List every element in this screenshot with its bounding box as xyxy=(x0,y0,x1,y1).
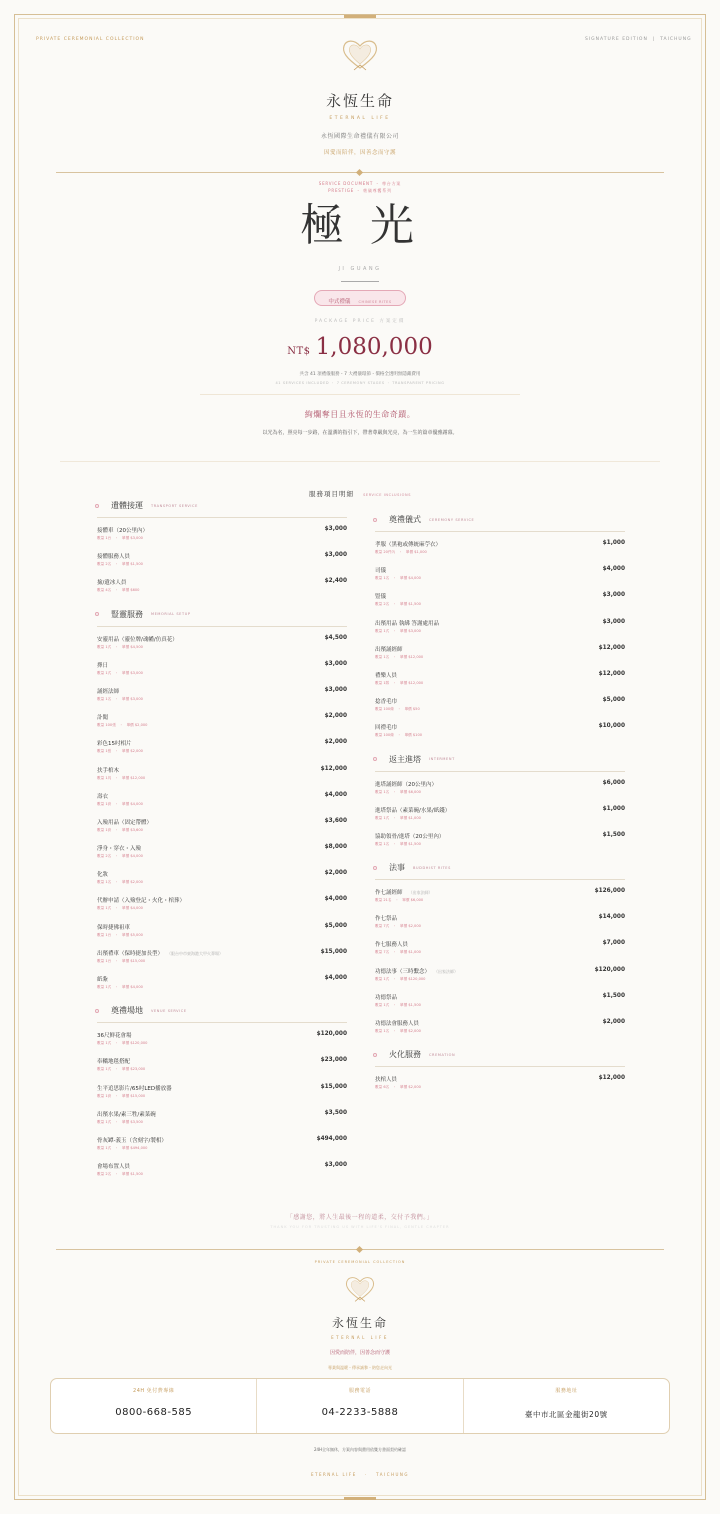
service-item xyxy=(97,1160,347,1186)
section-dot-icon xyxy=(373,518,377,522)
item-detail: 數量 2名 ・ 單價 $4,000 xyxy=(97,854,143,859)
service-item xyxy=(97,947,347,973)
contact-address[interactable]: 服務地址 臺中市北區金龍街20號 xyxy=(525,1388,608,1419)
footer-bottom-tags: ETERNAL LIFE · TAICHUNG xyxy=(310,1472,410,1477)
footer-brand-name-en: ETERNAL LIFE xyxy=(331,1335,389,1340)
price-label: PACKAGE PRICE 方案定價 xyxy=(314,319,406,324)
service-item xyxy=(375,778,625,804)
item-detail: 數量 1名 ・ 單價 $1,500 xyxy=(375,841,421,846)
item-detail: 數量 7名 ・ 單價 $1,000 xyxy=(375,950,421,955)
item-name: 孝服（黑袍或傳統麻苧衣） xyxy=(375,542,442,548)
service-item xyxy=(97,633,347,659)
service-item xyxy=(375,1017,625,1043)
contact-hotline[interactable]: 24H 免付費專線 0800-668-585 xyxy=(51,1379,257,1433)
item-detail: 數量 1台 ・ 單價 $3,000 xyxy=(97,536,143,540)
section-title-en: INTERMENT xyxy=(429,757,455,761)
section-dot-icon xyxy=(95,504,99,508)
service-item xyxy=(97,1082,347,1108)
brand-name-en: ETERNAL LIFE xyxy=(329,116,391,121)
item-name: 功德法會服務人員 xyxy=(375,1021,420,1027)
item-price: $14,000 xyxy=(598,914,625,921)
top-ornament xyxy=(0,15,720,18)
divider xyxy=(60,461,660,462)
item-price: $8,000 xyxy=(324,844,347,851)
section-title-en: VENUE SERVICE xyxy=(151,1008,187,1013)
item-detail: 數量 1張 ・ 單價 $2,000 xyxy=(97,749,143,754)
item-name: 代辦申請（入殮登記・火化・棺葬） xyxy=(97,898,186,905)
company-name: 永恆國際生命禮儀有限公司 xyxy=(320,133,399,140)
service-section xyxy=(97,609,347,1000)
services-left-column xyxy=(97,501,347,1196)
service-item xyxy=(375,886,625,912)
service-item xyxy=(375,804,625,830)
service-item xyxy=(97,685,347,711)
item-price: $12,000 xyxy=(598,644,625,651)
section-title-en: CEREMONY SERVICE xyxy=(429,517,475,522)
item-name: 骨灰罈-義玉（含刻字/製相） xyxy=(97,1137,167,1144)
service-item xyxy=(97,524,347,550)
item-note: （限台中市東海港大甲火葬場） xyxy=(169,950,224,956)
section-title: 返主進塔 xyxy=(389,754,421,764)
item-detail: 數量 1式 ・ 單價 $3,000 xyxy=(375,628,421,633)
item-name: 作七祭品 xyxy=(375,916,398,923)
section-header xyxy=(97,1006,347,1023)
service-item xyxy=(375,695,625,721)
service-item xyxy=(97,659,347,685)
item-price: $2,000 xyxy=(324,739,347,746)
service-section xyxy=(375,515,625,748)
item-name: 協助領骨/進塔（20公里內） xyxy=(375,833,445,840)
service-item xyxy=(97,921,347,947)
section-dot-icon xyxy=(95,612,99,616)
item-name: 紙紮 xyxy=(97,977,109,983)
footer-note: 24H全年無休，方案內容與費用依雙方書面契約確認 xyxy=(313,1447,407,1452)
item-detail: 數量 100條 ・ 單價 $50 xyxy=(375,707,420,712)
item-name: 進塔祭品（素菜碗/水果/紙錢） xyxy=(375,807,451,814)
item-detail: 數量 1台 ・ 單價 $5,000 xyxy=(97,932,143,937)
item-detail: 數量 1套 ・ 單價 $15,000 xyxy=(97,1093,146,1098)
item-detail: 數量 1式 ・ 單價 $120,000 xyxy=(97,1041,148,1046)
service-item xyxy=(97,816,347,842)
item-detail: 數量 1式 ・ 單價 $120,000 xyxy=(375,976,426,981)
item-name: 擇日 xyxy=(97,662,109,669)
item-price: $3,000 xyxy=(324,660,347,667)
heart-logo-icon xyxy=(340,38,380,76)
closing-quote: 「感謝您，將人生最後一程的道柔，交付予我們。」 xyxy=(286,1214,434,1221)
item-price: $1,500 xyxy=(602,831,625,838)
service-item xyxy=(375,590,625,616)
package-tagline: 絢爛奪目且永恆的生命奇蹟。 xyxy=(304,410,416,419)
section-header xyxy=(375,1050,625,1067)
item-name: 功德祭品 xyxy=(375,994,398,1001)
item-name: 保時捷佛祖車 xyxy=(97,924,131,931)
item-detail: 數量 7式 ・ 單價 $2,000 xyxy=(375,924,421,929)
section-title-en: BUDDHIST RITES xyxy=(413,865,451,870)
item-name: 出殯用品 執紼 答謝處用品 xyxy=(375,620,439,627)
item-price: $4,000 xyxy=(324,975,347,981)
service-item xyxy=(375,669,625,695)
service-item xyxy=(97,711,347,737)
item-name: 訃聞 xyxy=(97,715,109,722)
item-name: 接體車（20公里內） xyxy=(97,528,148,534)
service-item xyxy=(375,643,625,669)
service-item xyxy=(375,617,625,643)
package-summary-en: 41 SERVICES INCLUDED ・ 7 CEREMONY STAGES ・ TRANSPARENT PRICING xyxy=(275,381,445,385)
service-item xyxy=(97,894,347,920)
item-name: 豎儀 xyxy=(375,594,387,601)
item-name: 出殯水果/素三牲/素菜碗 xyxy=(97,1111,156,1118)
item-price: $12,000 xyxy=(320,765,347,772)
service-item xyxy=(97,790,347,816)
item-detail: 數量 4名 ・ 單價 $600 xyxy=(97,588,140,593)
services-title: 服務項目明細 SERVICE INCLUSIONS xyxy=(308,490,412,498)
item-detail: 數量 1名 ・ 單價 $12,000 xyxy=(375,654,424,659)
item-name: 作七誦經師 （出家法師） xyxy=(375,890,433,897)
service-item xyxy=(97,842,347,868)
item-name: 進塔誦經師（20公里內） xyxy=(375,781,437,788)
service-item xyxy=(375,564,625,590)
section-title: 遺體接運 xyxy=(111,501,143,510)
item-detail: 數量 1套 ・ 單價 $4,000 xyxy=(97,801,143,806)
item-note: （出家法師） xyxy=(436,968,459,974)
section-title: 奠禮場地 xyxy=(111,1006,143,1016)
item-detail: 數量 1式 ・ 單價 $23,000 xyxy=(97,1067,146,1072)
item-price: $4,000 xyxy=(602,566,625,573)
brand-name: 永恆生命 xyxy=(325,92,394,110)
contact-phone[interactable]: 服務電話 04-2233-5888 xyxy=(257,1379,463,1433)
item-name: 誦經法師 xyxy=(97,688,120,695)
item-price: $15,000 xyxy=(320,948,347,955)
item-detail: 數量 1式 ・ 單價 $494,000 xyxy=(97,1145,148,1150)
package-summary: 共含 41 項禮儀服務・7 大禮儀環節・價格全透明無隱藏費用 xyxy=(299,372,421,377)
item-detail: 數量 1名 ・ 單價 $6,000 xyxy=(375,789,421,794)
rite-badge: 中式禮儀 CHINESE RITES xyxy=(314,290,406,306)
service-section xyxy=(375,754,625,857)
package-title: 極 光 xyxy=(300,200,420,251)
section-dot-icon xyxy=(95,1009,99,1013)
item-price: $4,500 xyxy=(324,634,347,641)
item-detail: 數量 1式 ・ 單價 $1,000 xyxy=(375,815,421,820)
brand-slogan: 因愛而陪伴，因善念而守護 xyxy=(323,150,396,156)
item-name: 壽衣 xyxy=(97,793,109,800)
item-detail: 數量 1式 ・ 單價 $4,000 xyxy=(97,906,143,911)
item-detail: 數量 1名 ・ 單價 $2,000 xyxy=(97,880,143,885)
item-price: $3,000 xyxy=(324,1162,347,1169)
item-detail: 數量 2名 ・ 單價 $1,500 xyxy=(97,562,143,567)
service-item xyxy=(97,1029,347,1055)
closing-quote-en: THANK YOU FOR TRUSTING US WITH LIFE'S FINAL, GENTLE CHAPTER xyxy=(270,1225,450,1229)
section-header xyxy=(375,515,625,532)
item-detail: 數量 1名 ・ 單價 $2,000 xyxy=(375,1029,421,1033)
service-item xyxy=(375,830,625,856)
item-name: 化妝 xyxy=(97,872,109,879)
footer-slogan: 因愛而陪伴，因善念而守護 xyxy=(329,1350,390,1356)
item-note: （出家法師） xyxy=(408,890,433,896)
item-name: 司儀 xyxy=(375,568,387,575)
item-name: 彩色15吋相片 xyxy=(97,741,132,748)
bottom-ornament xyxy=(344,1497,376,1500)
item-price: $3,600 xyxy=(324,817,347,824)
section-title: 奠禮儀式 xyxy=(389,515,421,524)
section-title: 豎靈服務 xyxy=(111,609,143,619)
service-section xyxy=(375,863,625,1043)
footer-motto: 專業與溫暖・傳承誠摯・陪您走向光 xyxy=(328,1365,392,1370)
item-price: $4,000 xyxy=(324,791,347,798)
item-name: 撿/遺冰人員 xyxy=(97,580,127,587)
item-price: $1,000 xyxy=(602,540,625,546)
item-price: $3,500 xyxy=(324,1109,347,1116)
item-price: $7,000 xyxy=(602,940,625,947)
item-detail: 數量 1式 ・ 單價 $4,500 xyxy=(97,644,143,649)
section-header xyxy=(375,754,625,772)
item-price: $15,000 xyxy=(320,1083,347,1090)
service-section xyxy=(97,1006,347,1186)
section-title-en: CREMATION xyxy=(429,1052,456,1057)
footer-brand-name: 永恆生命 xyxy=(331,1316,388,1330)
item-price: $1,000 xyxy=(602,805,625,812)
service-item xyxy=(97,576,347,602)
item-detail: 數量 1具 ・ 單價 $12,000 xyxy=(97,775,146,780)
item-price: $23,000 xyxy=(320,1057,347,1064)
item-name: 奉轎地毯搭配 xyxy=(97,1059,131,1066)
item-price: $12,000 xyxy=(598,670,625,677)
item-detail: 數量 1套 ・ 單價 $3,600 xyxy=(97,827,143,832)
service-item xyxy=(97,1134,347,1160)
service-item xyxy=(375,938,625,964)
service-item xyxy=(97,1055,347,1081)
item-detail: 數量 1隊 ・ 單價 $12,000 xyxy=(375,680,424,685)
item-name: 入殮用品（固定帶體） xyxy=(97,819,153,826)
item-name: 會場布置人員 xyxy=(97,1164,131,1171)
item-detail: 數量 2名 ・ 單價 $1,500 xyxy=(375,602,421,607)
service-item xyxy=(375,991,625,1017)
item-detail: 數量 6名 ・ 單價 $2,000 xyxy=(375,1085,421,1090)
footer-heart-logo-icon xyxy=(343,1275,377,1307)
service-item xyxy=(375,538,625,564)
item-name: 功德法事（三時繫念） （出家法師） xyxy=(375,968,459,975)
item-name: 淨身・穿衣・入殮 xyxy=(97,846,142,853)
item-detail: 數量 1式 ・ 單價 $4,000 xyxy=(97,985,143,989)
item-price: $494,000 xyxy=(316,1135,347,1142)
series-tag: PRESTIGE ・ 奠儀尊饗系列 xyxy=(328,188,392,193)
item-price: $6,000 xyxy=(602,779,625,786)
item-price: $3,000 xyxy=(602,618,625,625)
service-item xyxy=(97,1108,347,1134)
item-detail: 數量 1式 ・ 單價 $3,000 xyxy=(97,670,143,675)
item-price: $2,000 xyxy=(324,870,347,877)
header-right-tag: SIGNATURE EDITION | TAICHUNG xyxy=(585,37,692,42)
section-dot-icon xyxy=(373,866,377,870)
item-detail: 數量 100張 ・ 單價 $2,000 xyxy=(97,723,148,728)
item-price: $2,000 xyxy=(602,1019,625,1025)
package-title-en: JI GUANG xyxy=(338,266,382,272)
service-item xyxy=(97,868,347,894)
section-title-en: TRANSPORT SERVICE xyxy=(151,503,198,508)
section-title-en: MEMORIAL SETUP xyxy=(151,612,191,617)
item-detail: 數量 20件內 ・ 單價 $1,000 xyxy=(375,550,427,554)
section-title: 火化服務 xyxy=(389,1050,421,1060)
item-name: 扶手棺木 xyxy=(97,767,120,774)
header-left-tag: PRIVATE CEREMONIAL COLLECTION xyxy=(36,37,145,42)
item-price: $126,000 xyxy=(594,888,625,895)
section-dot-icon xyxy=(373,757,377,761)
item-detail: 數量 1台 ・ 單價 $15,000 xyxy=(97,958,146,963)
service-item xyxy=(375,721,625,747)
service-item xyxy=(97,764,347,790)
footer-tag: PRIVATE CEREMONIAL COLLECTION xyxy=(314,1260,406,1264)
item-price: $3,000 xyxy=(324,686,347,693)
item-name: 接體服務人員 xyxy=(97,554,131,561)
section-dot-icon xyxy=(373,1053,377,1057)
section-header xyxy=(375,863,625,880)
item-detail: 數量 100條 ・ 單價 $100 xyxy=(375,733,423,738)
item-price: $2,400 xyxy=(324,578,347,585)
doc-tag: SERVICE DOCUMENT ・ 尊台方案 xyxy=(318,181,402,186)
item-price: $4,000 xyxy=(324,896,347,903)
service-item xyxy=(375,1073,625,1099)
services-right-column xyxy=(375,515,625,1109)
item-detail: 數量 2名 ・ 單價 $1,500 xyxy=(97,1172,143,1177)
item-price: $5,000 xyxy=(602,697,625,704)
divider xyxy=(200,394,520,395)
contact-panel xyxy=(50,1378,670,1434)
section-header xyxy=(97,501,347,518)
item-name: 出殯誦經師 xyxy=(375,646,403,653)
service-item xyxy=(97,550,347,576)
item-name: 作七服務人員 xyxy=(375,942,409,949)
section-title: 法事 xyxy=(389,863,405,873)
section-header xyxy=(97,609,347,627)
title-underline xyxy=(341,281,379,282)
item-price: $120,000 xyxy=(594,966,625,973)
service-item xyxy=(375,965,625,991)
service-item xyxy=(97,973,347,999)
item-price: $3,000 xyxy=(324,552,347,559)
item-name: 禮樂人員 xyxy=(375,672,398,679)
item-detail: 數量 1式 ・ 單價 $1,500 xyxy=(375,1002,421,1007)
item-name: 扶棺人員 xyxy=(375,1077,398,1084)
item-name: 36尺鮮花會場 xyxy=(97,1033,132,1040)
item-detail: 數量 1名 ・ 單價 $4,000 xyxy=(375,576,421,581)
item-price: $1,500 xyxy=(602,992,625,999)
item-name: 生平追思影片/65吋LED播放器 xyxy=(97,1085,172,1092)
item-price: $12,000 xyxy=(598,1075,625,1082)
service-section xyxy=(375,1050,625,1099)
item-detail: 數量 1式 ・ 單價 $3,500 xyxy=(97,1119,143,1124)
item-detail: 數量 1名 ・ 單價 $3,000 xyxy=(97,696,143,701)
package-description: 以光為名，照亮每一步路，在溫潤的指引下，帶著尊嚴與光亮，為一生的篇章優雅謝幕。 xyxy=(262,430,458,436)
service-item xyxy=(375,912,625,938)
item-name: 回禮毛巾 xyxy=(375,725,398,732)
item-price: $3,000 xyxy=(324,526,347,532)
item-name: 捻香毛巾 xyxy=(375,699,398,706)
service-item xyxy=(97,737,347,763)
item-price: $10,000 xyxy=(598,723,625,730)
item-name: 安靈用品（靈位牌/魂幡/仿真花） xyxy=(97,636,178,643)
item-price: $5,000 xyxy=(324,922,347,929)
package-price: NT$ 1,080,000 xyxy=(287,334,433,360)
item-price: $2,000 xyxy=(324,713,347,720)
item-name: 出殯禮車（保時捷加長型） （限台中市東海港大甲火葬場） xyxy=(97,950,224,957)
service-section xyxy=(97,501,347,603)
item-detail: 數量 21名 ・ 單價 $6,000 xyxy=(375,898,424,903)
item-price: $120,000 xyxy=(316,1031,347,1038)
item-price: $3,000 xyxy=(602,592,625,599)
